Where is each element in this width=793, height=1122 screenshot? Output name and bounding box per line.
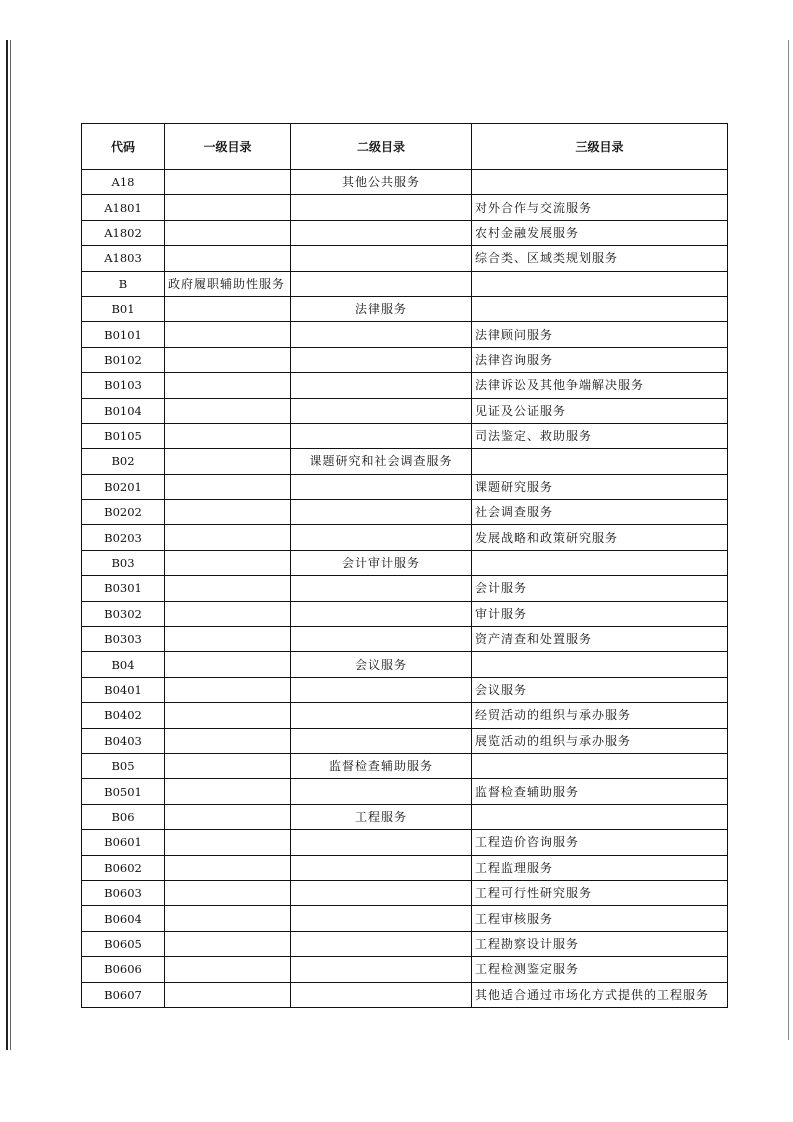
code-cell: B0105 [82, 423, 165, 448]
level2-cell [291, 271, 472, 296]
table-row [82, 804, 728, 829]
level2-cell [291, 677, 472, 702]
table-row [82, 373, 728, 398]
level3-cell: 工程勘察设计服务 [472, 931, 728, 956]
table-row [82, 576, 728, 601]
level2-cell [291, 982, 472, 1007]
level1-cell [165, 398, 291, 423]
level1-cell [165, 170, 291, 195]
level2-cell [291, 220, 472, 245]
level1-cell [165, 830, 291, 855]
level2-cell [291, 906, 472, 931]
level3-cell: 发展战略和政策研究服务 [472, 525, 728, 550]
code-cell: B03 [82, 550, 165, 575]
code-cell: B0603 [82, 880, 165, 905]
level2-cell [291, 373, 472, 398]
table-row [82, 627, 728, 652]
code-cell: B0303 [82, 627, 165, 652]
level1-cell [165, 449, 291, 474]
code-cell: B0203 [82, 525, 165, 550]
table-row [82, 957, 728, 982]
level3-cell: 法律顾问服务 [472, 322, 728, 347]
level1-cell [165, 296, 291, 321]
level2-cell: 其他公共服务 [291, 170, 472, 195]
table-row [82, 703, 728, 728]
level2-cell [291, 779, 472, 804]
scan-edge-line [6, 40, 8, 1050]
level2-cell [291, 855, 472, 880]
level1-cell [165, 550, 291, 575]
table-row [82, 423, 728, 448]
header-level1: 一级目录 [165, 124, 291, 170]
level3-cell [472, 652, 728, 677]
table-row [82, 677, 728, 702]
level1-cell [165, 855, 291, 880]
table-row [82, 500, 728, 525]
table-row [82, 322, 728, 347]
table-row [82, 550, 728, 575]
level2-cell [291, 703, 472, 728]
level1-cell [165, 423, 291, 448]
level2-cell [291, 931, 472, 956]
code-cell: B0601 [82, 830, 165, 855]
level1-cell [165, 195, 291, 220]
level1-cell [165, 373, 291, 398]
level1-cell [165, 753, 291, 778]
table-row [82, 779, 728, 804]
level1-cell [165, 779, 291, 804]
code-cell: A1801 [82, 195, 165, 220]
level1-cell [165, 906, 291, 931]
code-cell: B06 [82, 804, 165, 829]
code-cell: B0301 [82, 576, 165, 601]
level2-cell [291, 398, 472, 423]
level2-cell [291, 423, 472, 448]
code-cell: B0102 [82, 347, 165, 372]
level3-cell: 工程检测鉴定服务 [472, 957, 728, 982]
table-row [82, 880, 728, 905]
level3-cell: 见证及公证服务 [472, 398, 728, 423]
level2-cell [291, 627, 472, 652]
header-level2: 二级目录 [291, 124, 472, 170]
level1-cell [165, 728, 291, 753]
level2-cell [291, 728, 472, 753]
level3-cell: 对外合作与交流服务 [472, 195, 728, 220]
level3-cell: 经贸活动的组织与承办服务 [472, 703, 728, 728]
code-cell: B0602 [82, 855, 165, 880]
level2-cell [291, 195, 472, 220]
level2-cell: 工程服务 [291, 804, 472, 829]
level2-cell [291, 957, 472, 982]
level1-cell [165, 931, 291, 956]
level1-cell [165, 500, 291, 525]
table-body [82, 170, 728, 1008]
level3-cell: 法律诉讼及其他争端解决服务 [472, 373, 728, 398]
table-row [82, 753, 728, 778]
code-cell: A1803 [82, 246, 165, 271]
level1-cell [165, 982, 291, 1007]
level1-cell [165, 804, 291, 829]
scan-edge-line-inner [10, 40, 11, 1050]
table-row [82, 246, 728, 271]
level1-cell [165, 652, 291, 677]
level2-cell [291, 322, 472, 347]
level3-cell: 会议服务 [472, 677, 728, 702]
level3-cell [472, 449, 728, 474]
header-level3: 三级目录 [472, 124, 728, 170]
table-row [82, 296, 728, 321]
code-cell: A1802 [82, 220, 165, 245]
code-cell: B0606 [82, 957, 165, 982]
table-row [82, 195, 728, 220]
level2-cell: 会议服务 [291, 652, 472, 677]
table-row [82, 220, 728, 245]
level1-cell [165, 703, 291, 728]
level3-cell [472, 170, 728, 195]
table-row [82, 830, 728, 855]
code-cell: B0604 [82, 906, 165, 931]
table-row [82, 271, 728, 296]
level2-cell [291, 601, 472, 626]
table-row [82, 347, 728, 372]
level3-cell [472, 550, 728, 575]
header-code: 代码 [82, 124, 165, 170]
table-row [82, 170, 728, 195]
code-cell: B0401 [82, 677, 165, 702]
level1-cell [165, 677, 291, 702]
code-cell: B0403 [82, 728, 165, 753]
level2-cell: 课题研究和社会调查服务 [291, 449, 472, 474]
level1-cell [165, 322, 291, 347]
level2-cell [291, 500, 472, 525]
level3-cell: 工程监理服务 [472, 855, 728, 880]
table-row [82, 906, 728, 931]
level1-cell [165, 627, 291, 652]
code-cell: B0501 [82, 779, 165, 804]
table-header [82, 124, 728, 170]
level1-cell [165, 601, 291, 626]
service-catalog-table [81, 123, 728, 1008]
code-cell: B0402 [82, 703, 165, 728]
header-row [82, 124, 728, 170]
table-row [82, 728, 728, 753]
code-cell: A18 [82, 170, 165, 195]
level1-cell: 政府履职辅助性服务 [165, 271, 291, 296]
code-cell: B01 [82, 296, 165, 321]
level3-cell: 农村金融发展服务 [472, 220, 728, 245]
code-cell: B0104 [82, 398, 165, 423]
level1-cell [165, 474, 291, 499]
level3-cell: 法律咨询服务 [472, 347, 728, 372]
code-cell: B0202 [82, 500, 165, 525]
code-cell: B0103 [82, 373, 165, 398]
level2-cell: 监督检查辅助服务 [291, 753, 472, 778]
level2-cell [291, 347, 472, 372]
table-row [82, 982, 728, 1007]
code-cell: B05 [82, 753, 165, 778]
level3-cell [472, 753, 728, 778]
level2-cell: 法律服务 [291, 296, 472, 321]
level3-cell: 社会调查服务 [472, 500, 728, 525]
level3-cell: 综合类、区域类规划服务 [472, 246, 728, 271]
level3-cell [472, 296, 728, 321]
level3-cell: 工程审核服务 [472, 906, 728, 931]
level3-cell: 会计服务 [472, 576, 728, 601]
level2-cell: 会计审计服务 [291, 550, 472, 575]
level2-cell [291, 830, 472, 855]
code-cell: B0605 [82, 931, 165, 956]
code-cell: B0201 [82, 474, 165, 499]
level2-cell [291, 474, 472, 499]
level3-cell: 工程可行性研究服务 [472, 880, 728, 905]
level3-cell: 其他适合通过市场化方式提供的工程服务 [472, 982, 728, 1007]
level1-cell [165, 347, 291, 372]
code-cell: B02 [82, 449, 165, 474]
level1-cell [165, 576, 291, 601]
code-cell: B0607 [82, 982, 165, 1007]
level3-cell: 监督检查辅助服务 [472, 779, 728, 804]
table-row [82, 474, 728, 499]
level3-cell: 工程造价咨询服务 [472, 830, 728, 855]
level1-cell [165, 525, 291, 550]
level2-cell [291, 880, 472, 905]
code-cell: B0302 [82, 601, 165, 626]
level1-cell [165, 220, 291, 245]
table-row [82, 652, 728, 677]
level3-cell: 课题研究服务 [472, 474, 728, 499]
level2-cell [291, 576, 472, 601]
table-row [82, 525, 728, 550]
code-cell: B [82, 271, 165, 296]
table-row [82, 398, 728, 423]
table-row [82, 601, 728, 626]
level3-cell [472, 271, 728, 296]
scan-edge-line-right [788, 40, 789, 1040]
level1-cell [165, 957, 291, 982]
level3-cell: 展览活动的组织与承办服务 [472, 728, 728, 753]
code-cell: B0101 [82, 322, 165, 347]
level3-cell [472, 804, 728, 829]
code-cell: B04 [82, 652, 165, 677]
table-row [82, 855, 728, 880]
level2-cell [291, 246, 472, 271]
level3-cell: 资产清查和处置服务 [472, 627, 728, 652]
level1-cell [165, 880, 291, 905]
table-row [82, 931, 728, 956]
level3-cell: 司法鉴定、救助服务 [472, 423, 728, 448]
level3-cell: 审计服务 [472, 601, 728, 626]
level1-cell [165, 246, 291, 271]
level2-cell [291, 525, 472, 550]
table-row [82, 449, 728, 474]
